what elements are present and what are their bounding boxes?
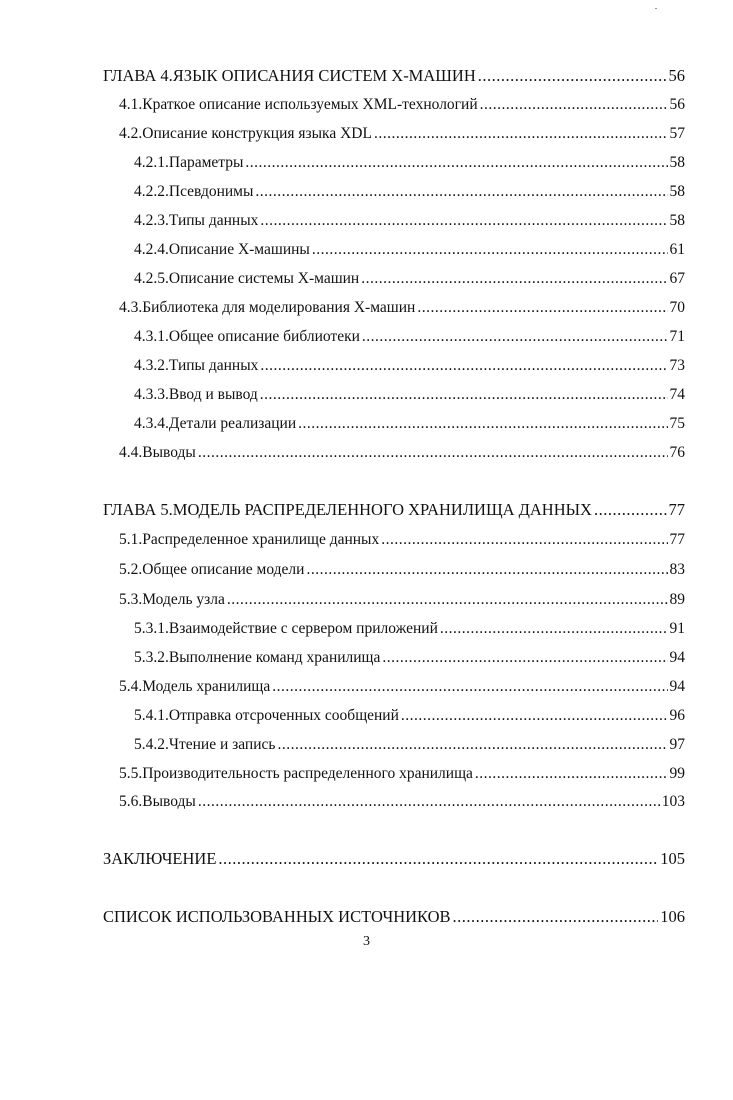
toc-item-page: 75	[669, 415, 685, 432]
toc-item-page: 77	[669, 531, 685, 548]
toc-conclusion	[103, 849, 685, 869]
dot-leader	[245, 153, 667, 173]
toc-chapter-4-page: 56	[668, 66, 685, 85]
toc-item-page: 67	[669, 270, 685, 287]
dot-leader	[361, 269, 667, 289]
dot-leader	[260, 211, 667, 231]
toc-item-number: 5.2.	[119, 561, 143, 578]
toc-item-page: 56	[669, 96, 685, 113]
toc-chapter-5-number: ГЛАВА 5.	[103, 500, 173, 519]
dot-leader	[227, 590, 668, 610]
toc-item-page: 89	[669, 591, 685, 608]
toc-item-number: 5.3.1.	[134, 620, 169, 637]
toc-item-4-3-4	[134, 414, 685, 434]
toc-item-number: 5.3.	[119, 591, 143, 608]
dot-leader	[312, 240, 668, 260]
toc-item-title: Библиотека для моделирования X-машин	[142, 299, 416, 316]
toc-item-page: 73	[669, 357, 685, 374]
dot-leader	[374, 124, 668, 144]
toc-item-page: 76	[669, 444, 685, 461]
toc-item-page: 103	[661, 793, 685, 810]
dot-leader	[475, 764, 668, 784]
toc-item-page: 61	[669, 241, 685, 258]
toc-item-title: Типы данных	[168, 357, 259, 374]
toc-item-title: Описание конструкция языка XDL	[142, 125, 372, 142]
dot-leader	[417, 298, 667, 318]
toc-item-title: Выводы	[142, 793, 196, 810]
toc-item-page: 58	[669, 154, 685, 171]
toc-item-title: Псевдонимы	[168, 183, 254, 200]
toc-item-4-3-3	[134, 385, 685, 405]
toc-item-page: 96	[669, 707, 685, 724]
toc-item-5-3-1	[134, 619, 685, 639]
toc-item-number: 5.3.2.	[134, 649, 169, 666]
toc-item-title: Выводы	[142, 444, 196, 461]
toc-item-title: Чтение и запись	[168, 736, 276, 753]
toc-conclusion-page: 105	[660, 849, 685, 868]
toc-item-page: 99	[669, 765, 685, 782]
toc-item-number: 4.2.1.	[134, 154, 169, 171]
toc-item-title: Описание X-машины	[168, 241, 310, 258]
toc-item-title: Краткое описание используемых XML-технологий	[142, 96, 478, 113]
toc-item-5-4	[119, 677, 685, 697]
dot-leader	[218, 849, 658, 869]
toc-item-5-5	[119, 764, 685, 784]
toc-item-4-2-3	[134, 211, 685, 231]
dot-leader	[277, 735, 667, 755]
scan-speck	[655, 8, 657, 9]
toc-item-title: Отправка отсроченных сообщений	[168, 707, 399, 724]
toc-chapter-5	[103, 500, 685, 520]
toc-item-number: 4.3.1.	[134, 328, 169, 345]
page-number: 3	[363, 934, 370, 949]
toc-item-5-3	[119, 590, 685, 610]
toc-item-number: 4.3.2.	[134, 357, 169, 374]
toc-item-title: Параметры	[168, 154, 244, 171]
toc-item-title: Взаимодействие с сервером приложений	[168, 620, 438, 637]
toc-item-number: 5.4.2.	[134, 736, 169, 753]
toc-item-page: 91	[669, 620, 685, 637]
toc-item-page: 58	[669, 212, 685, 229]
toc-item-title: Типы данных	[168, 212, 259, 229]
toc-item-title: Модель хранилища	[142, 678, 271, 695]
toc-chapter-4-number: ГЛАВА 4.	[103, 66, 173, 85]
dot-leader	[453, 907, 659, 927]
dot-leader	[255, 182, 667, 202]
dot-leader	[298, 414, 667, 434]
toc-chapter-5-page: 77	[668, 500, 685, 519]
dot-leader	[198, 792, 660, 812]
toc-item-5-4-1	[134, 706, 685, 726]
toc-item-number: 5.4.	[119, 678, 143, 695]
toc-item-title: Выполнение команд хранилища	[168, 649, 381, 666]
toc-item-number: 4.2.4.	[134, 241, 169, 258]
dot-leader	[381, 530, 667, 550]
toc-item-title: Описание системы X-машин	[168, 270, 360, 287]
dot-leader	[272, 677, 667, 697]
dot-leader	[362, 327, 668, 347]
toc-item-page: 70	[669, 299, 685, 316]
toc-item-5-2	[119, 560, 685, 580]
toc-item-number: 5.4.1.	[134, 707, 169, 724]
toc-item-4-2-1	[134, 153, 685, 173]
toc-item-4-2-4	[134, 240, 685, 260]
toc-item-4-2-2	[134, 182, 685, 202]
toc-item-5-3-2	[134, 648, 685, 668]
toc-item-4-4	[119, 443, 685, 463]
toc-conclusion-title: ЗАКЛЮЧЕНИЕ	[103, 849, 217, 868]
dot-leader	[478, 66, 667, 86]
toc-item-5-1	[119, 530, 685, 550]
toc-item-page: 58	[669, 183, 685, 200]
toc-item-4-2	[119, 124, 685, 144]
toc-references-page: 106	[660, 907, 685, 926]
dot-leader	[306, 560, 667, 580]
toc-item-title: Ввод и вывод	[168, 386, 258, 403]
toc-item-page: 94	[669, 649, 685, 666]
toc-item-number: 5.6.	[119, 793, 143, 810]
toc-item-title: Общее описание модели	[142, 561, 305, 578]
toc-item-number: 4.2.	[119, 125, 143, 142]
toc-chapter-5-title: МОДЕЛЬ РАСПРЕДЕЛЕННОГО ХРАНИЛИЩА ДАННЫХ	[172, 500, 592, 519]
toc-item-number: 4.3.3.	[134, 386, 169, 403]
toc-item-4-2-5	[134, 269, 685, 289]
toc-item-page: 97	[669, 736, 685, 753]
toc-item-page: 74	[669, 386, 685, 403]
toc-item-number: 4.3.	[119, 299, 143, 316]
toc-item-page: 57	[669, 125, 685, 142]
dot-leader	[198, 443, 668, 463]
toc-item-title: Модель узла	[142, 591, 225, 608]
dot-leader	[260, 356, 667, 376]
toc-item-title: Производительность распределенного хранилища	[142, 765, 473, 782]
toc-chapter-4-title: ЯЗЫК ОПИСАНИЯ СИСТЕМ X-МАШИН	[172, 66, 476, 85]
toc-chapter-4	[103, 66, 685, 86]
dot-leader	[440, 619, 668, 639]
toc-item-4-3-1	[134, 327, 685, 347]
toc-item-number: 5.5.	[119, 765, 143, 782]
toc-item-5-4-2	[134, 735, 685, 755]
dot-leader	[401, 706, 668, 726]
toc-item-number: 4.2.2.	[134, 183, 169, 200]
dot-leader	[594, 500, 667, 520]
toc-item-4-3	[119, 298, 685, 318]
toc-item-title: Распределенное хранилище данных	[142, 531, 380, 548]
toc-item-title: Общее описание библиотеки	[168, 328, 360, 345]
toc-references-title: СПИСОК ИСПОЛЬЗОВАННЫХ ИСТОЧНИКОВ	[103, 907, 451, 926]
dot-leader	[260, 385, 668, 405]
dot-leader	[480, 95, 668, 115]
toc-item-number: 5.1.	[119, 531, 143, 548]
dot-leader	[382, 648, 667, 668]
toc-item-4-1	[119, 95, 685, 115]
toc-item-4-3-2	[134, 356, 685, 376]
toc-references	[103, 907, 685, 927]
toc-item-5-6	[119, 792, 685, 812]
toc-item-number: 4.2.3.	[134, 212, 169, 229]
toc-item-number: 4.3.4.	[134, 415, 169, 432]
toc-item-title: Детали реализации	[168, 415, 297, 432]
toc-item-number: 4.2.5.	[134, 270, 169, 287]
toc-item-page: 83	[669, 561, 685, 578]
toc-item-page: 94	[669, 678, 685, 695]
toc-item-page: 71	[669, 328, 685, 345]
toc-item-number: 4.4.	[119, 444, 143, 461]
toc-item-number: 4.1.	[119, 96, 143, 113]
